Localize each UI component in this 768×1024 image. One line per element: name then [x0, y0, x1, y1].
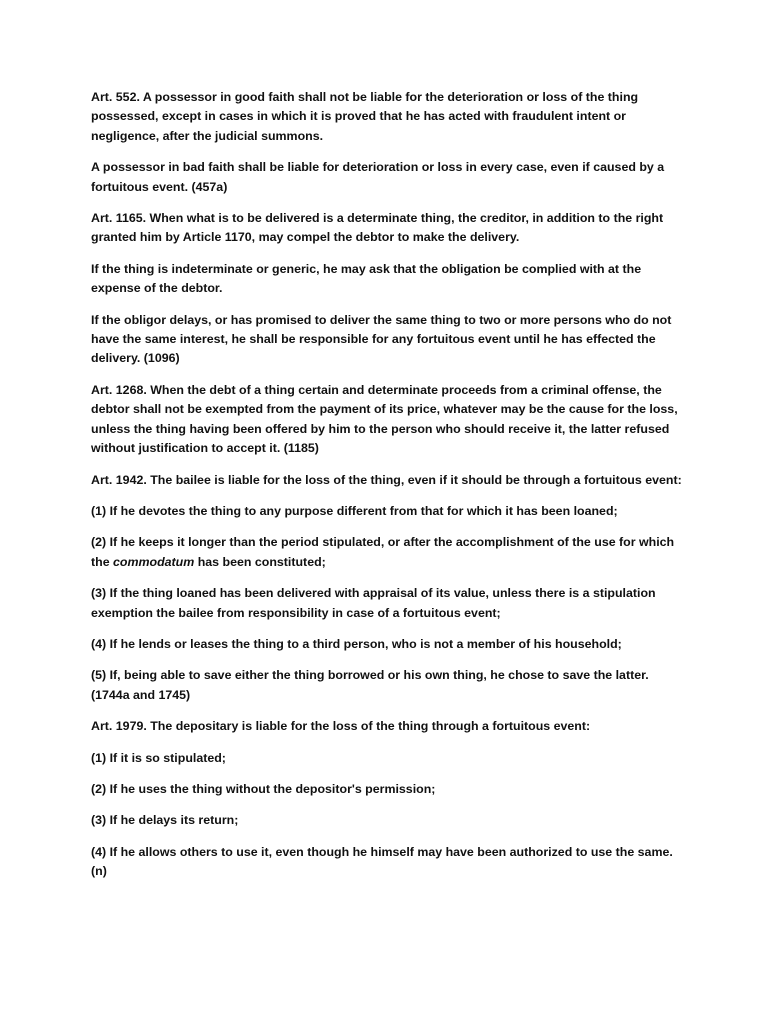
- article-1942-paragraph: Art. 1942. The bailee is liable for the loss of the thing, even if it should be through a fortuitous event:: [91, 472, 682, 487]
- article-552-bad-faith-paragraph: A possessor in bad faith shall be liable for deterioration or loss in every case, even if caused by a fortuitous event. (457a): [91, 160, 665, 194]
- article-1165-delay-paragraph: If the obligor delays, or has promised to deliver the same thing to two or more persons who do not have the same interest, he shall be responsible for any fortuitous event until he has effected the delivery. (1096): [91, 312, 672, 366]
- item-2-text-after: has been constituted;: [194, 554, 326, 569]
- article-1979-item-1: (1) If it is so stipulated;: [91, 750, 226, 765]
- article-1268-paragraph: Art. 1268. When the debt of a thing certain and determinate proceeds from a criminal offense, the debtor shall not be exempted from the payment of its price, whatever may be the cause for the loss, unless the thing having been offered by him to the person who should receive it, the latter refused without justification to accept it. (1185): [91, 382, 678, 456]
- article-1942-item-4: (4) If he lends or leases the thing to a third person, who is not a member of his household;: [91, 636, 622, 651]
- article-1942-item-2: [91, 533, 687, 572]
- article-1979-paragraph: Art. 1979. The depositary is liable for the loss of the thing through a fortuitous event:: [91, 719, 591, 734]
- article-1979-item-2: (2) If he uses the thing without the depositor's permission;: [91, 781, 436, 796]
- article-1942-item-5: (5) If, being able to save either the thing borrowed or his own thing, he chose to save the latter. (1744a and 1745): [91, 668, 649, 702]
- article-1979-item-4: (4) If he allows others to use it, even though he himself may have been authorized to use the same. (n): [91, 844, 673, 879]
- article-1942-item-3: (3) If the thing loaned has been delivered with appraisal of its value, unless there is a stipulation exemption the bailee from responsibility in case of a fortuitous event;: [91, 586, 656, 620]
- article-1165-generic-paragraph: If the thing is indeterminate or generic, he may ask that the obligation be complied with at the expense of the debtor.: [91, 261, 642, 296]
- commodatum-term: commodatum: [113, 554, 195, 569]
- article-1942-item-1: (1) If he devotes the thing to any purpose different from that for which it has been loaned;: [91, 503, 618, 518]
- article-552-paragraph: Art. 552. A possessor in good faith shall not be liable for the deterioration or loss of the thing possessed, except in cases in which it is proved that he has acted with fraudulent intent or negligence, after the judicial summons.: [91, 90, 639, 143]
- document-page: [91, 88, 687, 894]
- article-1979-item-3: (3) If he delays its return;: [91, 813, 239, 828]
- article-1165-paragraph: Art. 1165. When what is to be delivered is a determinate thing, the creditor, in addition to the right granted him by Article 1170, may compel the debtor to make the delivery.: [91, 211, 664, 245]
- item-2-text-before: (2) If he keeps it longer than the period stipulated, or after the accomplishment of the use for which the: [91, 535, 675, 569]
